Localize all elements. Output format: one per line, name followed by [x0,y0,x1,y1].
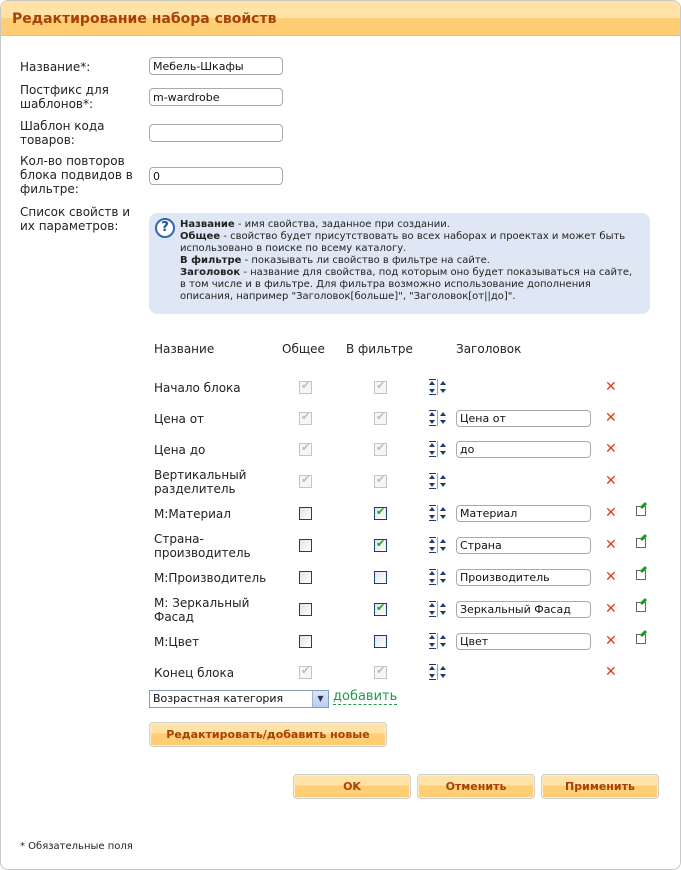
delete-icon[interactable]: ✕ [605,664,617,680]
col-header-common: Общее [282,342,325,356]
arrow-up-icon[interactable] [440,635,446,639]
help-description: - свойство будет присутствовать во всех наборах и проектах и может быть использовано в поиске по всему каталогу. [180,231,626,254]
title-input[interactable] [456,410,591,427]
checkmark-icon: ✔ [376,601,386,614]
arrow-down-icon[interactable] [440,643,446,647]
sort-arrows-icon[interactable] [428,536,447,554]
repeat-label-line-3: фильтре: [20,182,79,196]
sort-arrows-icon[interactable] [428,504,447,522]
props-list-label [20,205,130,233]
arrow-down-icon[interactable] [429,420,435,424]
cancel-button[interactable]: Отменить [417,774,535,799]
checkmark-icon: ✔ [376,473,386,486]
sort-divider [437,441,438,457]
panel-title: Редактирование набора свойств [12,11,277,27]
checkmark-icon: ✔ [376,537,386,550]
property-name: М:Производитель [154,571,267,585]
move-top-bar [429,441,436,442]
arrow-up-icon[interactable] [440,603,446,607]
arrow-down-icon[interactable] [440,515,446,519]
help-line [180,231,640,255]
sort-arrows-icon[interactable] [428,568,447,586]
sort-arrows-icon[interactable] [428,472,447,490]
arrow-up-icon[interactable] [429,635,435,639]
common-checkbox[interactable] [299,571,312,584]
arrow-up-icon[interactable] [440,539,446,543]
title-input[interactable] [456,505,591,522]
arrow-down-icon[interactable] [440,611,446,615]
code-template-label-line-2: товаров: [20,133,75,147]
property-name: М:Материал [154,507,231,521]
sort-divider [437,505,438,521]
help-term: В фильтре [180,255,242,266]
property-select[interactable] [149,690,329,708]
move-top-bar [429,664,436,665]
sort-arrows-icon[interactable] [428,378,447,396]
filter-checkbox [374,443,387,456]
arrow-down-icon[interactable] [429,547,435,551]
filter-checkbox[interactable] [374,603,387,616]
move-bottom-bar [429,394,436,395]
edit-icon[interactable] [636,570,646,580]
edit-icon[interactable] [636,506,646,516]
sort-divider [437,601,438,617]
common-checkbox [299,381,312,394]
arrow-down-icon[interactable] [440,674,446,678]
move-top-bar [429,633,436,634]
move-bottom-bar [429,520,436,521]
edit-add-new-button[interactable]: Редактировать/добавить новые [149,722,387,747]
arrow-up-icon[interactable] [440,475,446,479]
help-line [180,267,640,303]
move-bottom-bar [429,425,436,426]
help-term: Название [180,219,235,230]
arrow-up-icon[interactable] [440,412,446,416]
edit-icon[interactable] [636,602,646,612]
sort-divider [437,473,438,489]
checkmark-icon: ✔ [301,410,311,423]
col-header-name: Название [154,342,215,356]
arrow-down-icon[interactable] [440,420,446,424]
filter-checkbox [374,666,387,679]
repeat-label-line-1: Кол-во повторов [20,154,125,168]
move-top-bar [429,473,436,474]
panel-header [1,1,680,36]
help-line [180,255,640,267]
filter-checkbox [374,412,387,425]
filter-checkbox[interactable] [374,571,387,584]
filter-checkbox[interactable] [374,539,387,552]
filter-checkbox[interactable] [374,635,387,648]
arrow-down-icon[interactable] [440,547,446,551]
arrow-up-icon[interactable] [440,571,446,575]
checkmark-icon: ✔ [301,441,311,454]
arrow-down-icon[interactable] [429,611,435,615]
move-top-bar [429,505,436,506]
arrow-up-icon[interactable] [440,666,446,670]
help-box [149,213,650,314]
postfix-label-line-2: шаблонов*: [20,97,94,111]
delete-icon[interactable]: ✕ [605,505,617,521]
property-name: Цена до [154,443,206,457]
help-term: Заголовок [180,267,241,278]
delete-icon[interactable]: ✕ [605,601,617,617]
filter-checkbox[interactable] [374,507,387,520]
sort-divider [437,410,438,426]
common-checkbox[interactable] [299,539,312,552]
arrow-down-icon[interactable] [429,389,435,393]
checkmark-icon: ✔ [376,410,386,423]
arrow-up-icon[interactable] [440,381,446,385]
arrow-up-icon[interactable] [440,443,446,447]
chevron-down-icon[interactable]: ▼ [312,691,328,707]
arrow-down-icon[interactable] [429,515,435,519]
name-label: Название*: [20,60,91,74]
title-input[interactable] [456,569,591,586]
name-input[interactable] [149,57,283,75]
help-text [180,219,640,303]
col-header-filter: В фильтре [346,342,413,356]
help-line [180,219,640,231]
arrow-up-icon[interactable] [429,666,435,670]
property-name: Цена от [154,412,205,426]
delete-icon[interactable]: ✕ [605,410,617,426]
common-checkbox[interactable] [299,635,312,648]
sort-arrows-icon[interactable] [428,663,447,681]
col-header-title: Заголовок [456,342,522,356]
move-bottom-bar [429,584,436,585]
common-checkbox[interactable] [299,507,312,520]
apply-button[interactable]: Применить [541,774,659,799]
property-name: Вертикальный разделитель [154,468,247,496]
move-top-bar [429,379,436,380]
sort-arrows-icon[interactable] [428,632,447,650]
title-input[interactable] [456,537,591,554]
delete-icon[interactable]: ✕ [605,379,617,395]
property-name: Начало блока [154,381,241,395]
sort-divider [437,569,438,585]
required-fields-note: * Обязательные поля [20,841,133,852]
edit-icon[interactable] [636,634,646,644]
title-input[interactable] [456,441,591,458]
code-template-input[interactable] [149,124,283,142]
move-bottom-bar [429,488,436,489]
arrow-down-icon[interactable] [429,483,435,487]
sort-arrows-icon[interactable] [428,600,447,618]
postfix-input[interactable] [149,88,283,106]
arrow-down-icon[interactable] [429,674,435,678]
common-checkbox[interactable] [299,603,312,616]
repeat-count-label [20,154,133,196]
sort-arrows-icon[interactable] [428,409,447,427]
arrow-up-icon[interactable] [429,412,435,416]
title-input[interactable] [456,601,591,618]
delete-icon[interactable]: ✕ [605,473,617,489]
props-label-line-1: Список свойств и [20,205,131,219]
move-bottom-bar [429,648,436,649]
move-bottom-bar [429,679,436,680]
move-top-bar [429,410,436,411]
arrow-down-icon[interactable] [440,579,446,583]
postfix-label-line-1: Постфикс для [20,83,109,97]
checkmark-icon: ✔ [376,505,386,518]
property-name: М: Зеркальный Фасад [154,596,250,624]
help-description: - название для свойства, под которым оно будет показываться на сайте, в том числе и в фильтре. Для фильтра возможно использование дополнения описания, например "Заголовок[больше]", "Заголовок[от||до]". [180,267,633,302]
move-top-bar [429,601,436,602]
checkmark-icon: ✔ [376,441,386,454]
code-template-label [20,119,105,147]
property-name: М:Цвет [154,635,200,649]
arrow-up-icon[interactable] [429,475,435,479]
checkmark-icon: ✔ [301,473,311,486]
arrow-down-icon[interactable] [429,451,435,455]
help-description: - имя свойства, заданное при создании. [234,219,450,230]
common-checkbox [299,412,312,425]
checkmark-icon: ✔ [301,664,311,677]
postfix-label [20,83,109,111]
arrow-down-icon[interactable] [440,483,446,487]
sort-divider [437,537,438,553]
arrow-up-icon[interactable] [440,507,446,511]
sort-divider [437,664,438,680]
arrow-up-icon[interactable] [429,539,435,543]
common-checkbox [299,443,312,456]
arrow-up-icon[interactable] [429,381,435,385]
arrow-up-icon[interactable] [429,571,435,575]
checkmark-icon: ✔ [376,664,386,677]
arrow-up-icon[interactable] [429,507,435,511]
props-label-line-2: их параметров: [20,219,119,233]
add-property-link[interactable]: добавить [333,689,398,704]
property-name: Страна-производитель [154,532,251,560]
arrow-down-icon[interactable] [429,643,435,647]
arrow-up-icon[interactable] [429,603,435,607]
help-description: - показывать ли свойство в фильтре на сайте. [241,255,490,266]
delete-icon[interactable]: ✕ [605,633,617,649]
common-checkbox [299,475,312,488]
property-name: Конец блока [154,666,235,680]
checkmark-icon: ✔ [301,379,311,392]
sort-divider [437,633,438,649]
arrow-up-icon[interactable] [429,443,435,447]
help-term: Общее [180,231,221,242]
checkmark-icon: ✔ [376,379,386,392]
repeat-label-line-2: блока подвидов в [20,168,133,182]
sort-divider [437,379,438,395]
sort-arrows-icon[interactable] [428,440,447,458]
question-icon: ? [155,218,175,238]
move-top-bar [429,569,436,570]
filter-checkbox [374,475,387,488]
edit-icon[interactable] [636,538,646,548]
delete-icon[interactable]: ✕ [605,537,617,553]
arrow-down-icon[interactable] [440,451,446,455]
arrow-down-icon[interactable] [440,389,446,393]
move-bottom-bar [429,616,436,617]
arrow-down-icon[interactable] [429,579,435,583]
move-top-bar [429,537,436,538]
filter-checkbox [374,381,387,394]
property-select-value: Возрастная категория [153,692,284,705]
code-template-label-line-1: Шаблон кода [20,119,105,133]
delete-icon[interactable]: ✕ [605,569,617,585]
repeat-count-input[interactable] [149,167,283,185]
move-bottom-bar [429,552,436,553]
delete-icon[interactable]: ✕ [605,441,617,457]
common-checkbox [299,666,312,679]
move-bottom-bar [429,456,436,457]
ok-button[interactable]: OK [293,774,411,799]
title-input[interactable] [456,633,591,650]
